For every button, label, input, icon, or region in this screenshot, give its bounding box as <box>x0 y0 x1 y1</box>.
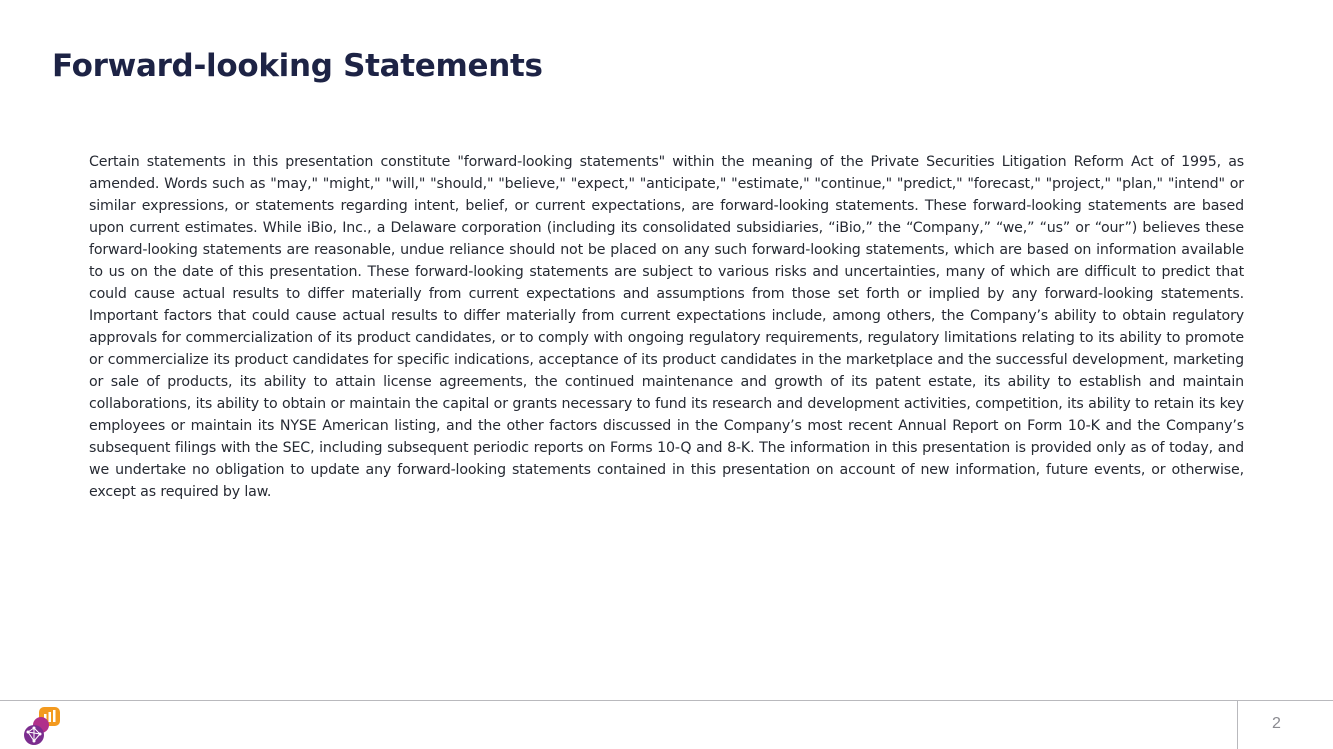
ibio-logo-icon <box>22 706 64 746</box>
disclaimer-paragraph: Certain statements in this presentation constitute "forward-looking statements" within the meaning of the Private Securities Litigation Reform Act of 1995, as amended. Words such as "may," "might," "will," "should," "believe," "expect," "anticipate," "estimate," "continue," "predict," "forecast," "project," "plan," "intend" or similar expressions, or statements regarding intent, belief, or current expectations, are forward-looking statements. These forward-looking statements are based upon current estimates. While iBio, Inc., a Delaware corporation (including its consolidated subsidiaries, “iBio,” the “Company,” “we,” “us” or “our”) believes these forward-looking statements are reasonable, undue reliance should not be placed on any such forward-looking statements, which are based on information available to us on the date of this presentation. These forward-looking statements are subject to various risks and uncertainties, many of which are difficult to predict that could cause actual results to differ materially from current expectations and assumptions from those set forth or implied by any forward-looking statements. Important factors that could cause actual results to differ materially from current expectations include, among others, the Company’s ability to obtain regulatory approvals for commercialization of its product candidates, or to comply with ongoing regulatory requirements, regulatory limitations relating to its ability to promote or commercialize its product candidates for specific indications, acceptance of its product candidates in the marketplace and the successful development, marketing or sale of products, its ability to attain license agreements, the continued maintenance and growth of its patent estate, its ability to establish and maintain collaborations, its ability to obtain or maintain the capital or grants necessary to fund its research and development activities, competition, its ability to retain its key employees or maintain its NYSE American listing, and the other factors discussed in the Company’s most recent Annual Report on Form 10-K and the Company’s subsequent filings with the SEC, including subsequent periodic reports on Forms 10-Q and 8-K. The information in this presentation is provided only as of today, and we undertake no obligation to update any forward-looking statements contained in this presentation on account of new information, future events, or otherwise, except as required by law. <box>89 154 1244 500</box>
slide-title: Forward-looking Statements <box>52 48 543 84</box>
page-number: 2 <box>1272 715 1281 732</box>
footer-divider-line <box>0 700 1333 701</box>
page-number-divider <box>1237 701 1238 749</box>
